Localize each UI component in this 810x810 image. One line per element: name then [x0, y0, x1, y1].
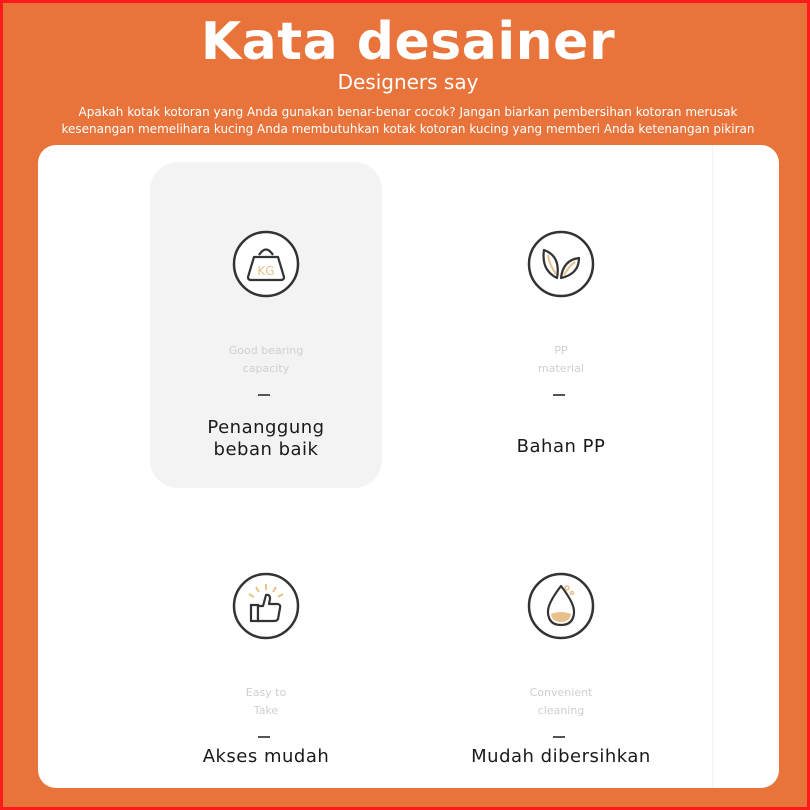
feature-id-label: Bahan PP — [516, 436, 606, 457]
features-panel — [38, 145, 779, 788]
feature-en-label: Convenient cleaning — [529, 686, 593, 717]
feature-dash — [553, 394, 565, 396]
feature-en-label: PP material — [538, 344, 584, 375]
kg-label: KG — [257, 264, 275, 278]
feature-en-label: Easy to Take — [245, 686, 287, 717]
feature-dash — [553, 736, 565, 738]
intro-line-2: kesenangan memelihara kucing Anda membutuhkan kotak kotoran kucing yang memberi Anda ketenangan pikiran — [61, 122, 755, 136]
feature-en-label: Good bearing capacity — [228, 344, 304, 375]
weight-kg-icon — [232, 230, 300, 298]
feature-card-cleaning — [445, 504, 677, 788]
thumbs-up-icon — [232, 572, 300, 640]
feature-dash — [258, 736, 270, 738]
feature-dash — [258, 394, 270, 396]
feature-id-label: Akses mudah — [202, 746, 330, 767]
feature-card-material — [445, 162, 677, 488]
water-drop-icon — [527, 572, 595, 640]
intro-line-1: Apakah kotak kotoran yang Anda gunakan benar-benar cocok? Jangan biarkan pembersihan kotoran merusak — [78, 105, 738, 119]
page-title: Kata desainer — [200, 12, 616, 72]
feature-id-label: Mudah dibersihkan — [471, 746, 651, 767]
feature-card-access — [150, 504, 382, 788]
intro-text — [43, 104, 773, 138]
feature-id-label: Penanggung beban baik — [207, 417, 325, 460]
panel-divider — [712, 145, 713, 788]
leaves-icon — [527, 230, 595, 298]
feature-card-bearing — [150, 162, 382, 488]
page-subtitle: Designers say — [337, 70, 479, 94]
